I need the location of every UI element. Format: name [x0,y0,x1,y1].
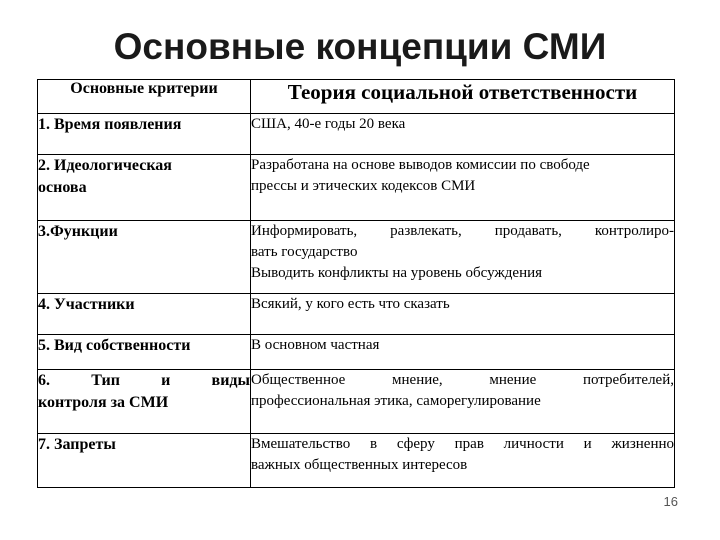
description-text: Общественное мнение, мнение потребителей, [251,372,674,388]
description-text: вать государство [251,244,358,260]
criterion-text: 5. Вид собственности [38,337,191,354]
page-number: 16 [663,494,678,509]
description-cell [251,370,675,434]
table-row [38,294,675,335]
criterion-cell [38,335,251,370]
description-text: Информировать, развлекать, продавать, контролиро- [251,223,674,239]
description-text: Всякий, у кого есть что сказать [251,296,450,312]
criterion-text: 6. Тип и виды [38,372,250,389]
criterion-text: 4. Участники [38,296,135,313]
table-row [38,155,675,221]
header-theory: Теория социальной ответственности [251,80,675,114]
table-header-row [38,80,675,114]
table-row [38,335,675,370]
criterion-cell [38,294,251,335]
description-cell [251,114,675,155]
table-row [38,434,675,488]
description-cell [251,155,675,221]
description-text: Разработана на основе выводов комиссии по свободе [251,157,590,173]
concepts-table [37,79,675,488]
description-text: В основном частная [251,337,380,353]
description-cell [251,221,675,294]
table-row [38,221,675,294]
description-text: США, 40-е годы 20 века [251,116,406,132]
criterion-cell [38,434,251,488]
criterion-cell [38,221,251,294]
description-text: прессы и этических кодексов СМИ [251,178,476,194]
header-criteria: Основные критерии [38,80,251,114]
criterion-text: 7. Запреты [38,436,116,453]
description-text: профессиональная этика, саморегулирование [251,393,541,409]
criterion-text: 1. Время появления [38,116,182,133]
table-row [38,370,675,434]
criterion-text: основа [38,179,87,196]
description-cell [251,434,675,488]
description-text: важных общественных интересов [251,457,468,473]
description-cell [251,335,675,370]
criterion-text: контроля за СМИ [38,394,169,411]
slide-title: Основные концепции СМИ [113,26,607,67]
description-text: Вмешательство в сферу прав личности и жизненно [251,436,674,452]
criterion-cell [38,370,251,434]
criterion-text: 2. Идеологическая [38,157,172,174]
description-text: Выводить конфликты на уровень обсуждения [251,265,543,281]
description-cell [251,294,675,335]
table-row [38,114,675,155]
criterion-text: 3.Функции [38,223,118,240]
criterion-cell [38,155,251,221]
criterion-cell [38,114,251,155]
